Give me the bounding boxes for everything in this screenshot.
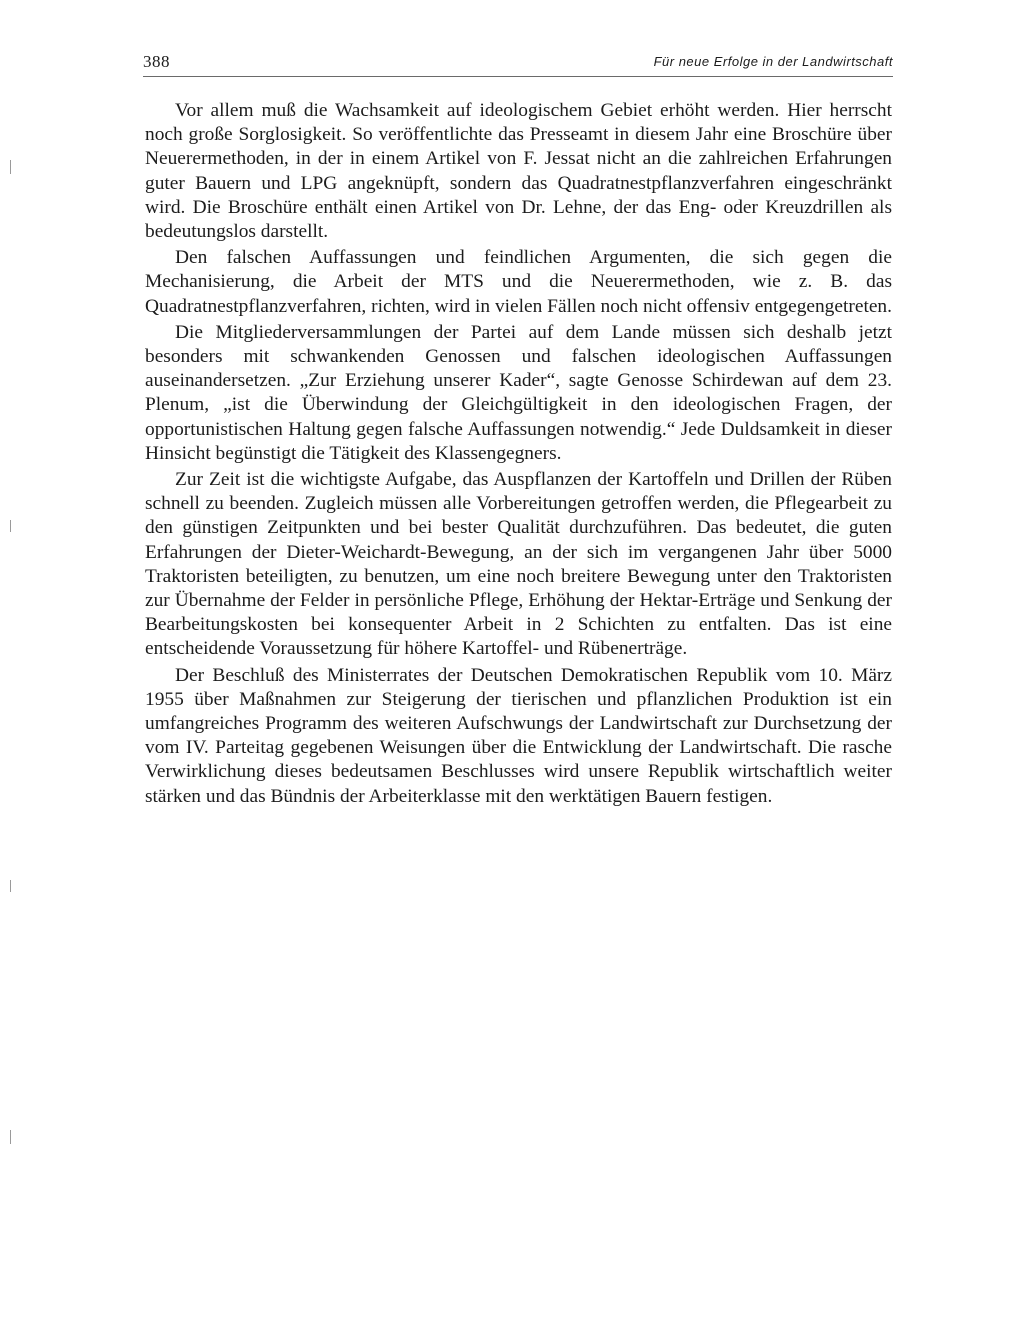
page-number: 388 xyxy=(143,52,170,71)
paragraph-current-tasks: Zur Zeit ist die wichtigste Aufgabe, das Auspflanzen der Kartoffeln und Drillen der Rüben schnell zu beenden. Zugleich müssen alle Vorbereitungen getroffen werden, die Pflegearbeit zu den günstigen Zeitpunkten und bei bester Qualität durchzuführen. Das bedeutet, die guten Erfahrungen der Dieter-Weichardt-Bewegung, an der sich im vergangenen Jahr über 5000 Traktoristen beteiligten, zu benutzen, um eine noch breitere Bewegung unter den Traktoristen zur Übernahme der Felder in persönliche Pflege, Erhöhung der Hektar-Erträge und Senkung der Bearbeitungskosten bei konsequenter Arbeit in 2 Schichten zu entfalten. Das ist eine entscheidende Voraussetzung für höhere Kartoffel- und Rübenerträge. xyxy=(145,469,892,660)
paragraph-council-decision: Der Beschluß des Ministerrates der Deutschen Demokratischen Republik vom 10. März 1955 über Maßnahmen zur Steigerung der tierischen und pflanzlichen Produktion ist ein umfangreiches Programm des weiteren Aufschwungs der Landwirtschaft zur Durchsetzung der vom IV. Parteitag gegebenen Weisungen über die Entwicklung der Landwirtschaft. Die rasche Verwirklichung dieses bedeutsamen Beschlusses wird unsere Republik wirtschaftlich weiter stärken und das Bündnis der Arbeiterklasse mit den werktätigen Bauern festigen. xyxy=(145,664,892,807)
scan-mark xyxy=(10,520,11,532)
running-title: Für neue Erfolge in der Landwirtschaft xyxy=(653,54,893,69)
paragraph-false-views: Den falschen Auffassungen und feindlichen Argumenten, die sich gegen die Mechanisierung, die Arbeit der MTS und die Neuerermethoden, wie z. B. das Quadratnestpflanzverfahren, richten, wird in vielen Fällen noch nicht offensiv entgegengetreten. xyxy=(145,247,892,317)
scan-mark xyxy=(10,1130,11,1144)
paragraph-party-meetings: Die Mitgliederversammlungen der Partei auf dem Lande müssen sich deshalb jetzt besonders mit schwankenden Genossen und falschen ideologischen Auffassungen auseinandersetzen. „Zur Erziehung unserer Kader“, sagte Genosse Schirdewan auf dem 23. Plenum, „ist die Überwindung der Gleichgültigkeit in den ideologischen Fragen, der opportunistischen Haltung gegen falsche Auffassungen notwendig.“ Jede Duldsamkeit in dieser Hinsicht begünstigt die Tätigkeit des Klassengegners. xyxy=(145,321,892,464)
page-header xyxy=(143,50,893,77)
body-text xyxy=(145,99,892,811)
scan-mark xyxy=(10,880,11,892)
paragraph-vigilance: Vor allem muß die Wachsamkeit auf ideologischem Gebiet erhöht werden. Hier herrscht noch große Sorglosigkeit. So veröffentlichte das Presseamt in diesem Jahr eine Broschüre über Neuerermethoden, in der in einem Artikel von F. Jessat nicht an die zahlreichen Erfahrungen guter Bauern und LPG angeknüpft, sondern das Quadratnestpflanzverfahren eingeschränkt wird. Die Broschüre enthält einen Artikel von Dr. Lehne, der das Eng- oder Kreuzdrillen als bedeutungslos darstellt. xyxy=(145,100,892,243)
scan-mark xyxy=(10,160,11,174)
